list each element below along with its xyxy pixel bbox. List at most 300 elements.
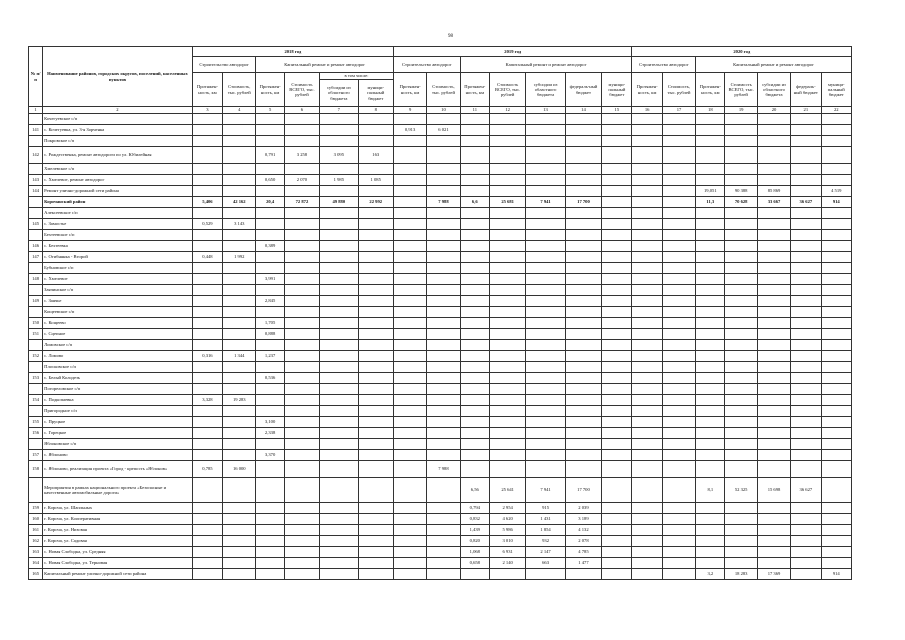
value-cell <box>223 362 256 373</box>
value-cell <box>696 461 725 478</box>
value-cell <box>358 478 393 503</box>
header-cost-total: Стоимость ВСЕГО, тыс. рублей <box>489 73 525 107</box>
value-cell <box>662 175 695 186</box>
value-cell <box>725 461 757 478</box>
value-cell <box>320 318 358 329</box>
row-number: 158 <box>29 461 43 478</box>
value-cell: 0,389 <box>256 241 284 252</box>
value-cell <box>565 125 601 136</box>
value-cell <box>725 296 757 307</box>
value-cell <box>192 285 222 296</box>
value-cell <box>284 230 319 241</box>
value-cell: 0,536 <box>256 373 284 384</box>
value-cell <box>662 208 695 219</box>
value-cell <box>602 439 632 450</box>
table-row <box>29 558 852 569</box>
value-cell <box>192 186 222 197</box>
value-cell <box>427 351 460 362</box>
value-cell <box>256 558 284 569</box>
value-cell <box>320 547 358 558</box>
value-cell <box>632 230 662 241</box>
value-cell <box>358 125 393 136</box>
value-cell <box>757 241 790 252</box>
header-year-2019: 2019 год <box>393 47 632 57</box>
value-cell <box>696 428 725 439</box>
value-cell <box>662 558 695 569</box>
value-cell <box>696 219 725 230</box>
value-cell <box>358 219 393 230</box>
value-cell <box>223 478 256 503</box>
value-cell <box>460 340 489 351</box>
value-cell <box>223 514 256 525</box>
value-cell <box>460 461 489 478</box>
value-cell <box>256 263 284 274</box>
value-cell <box>821 263 851 274</box>
value-cell <box>632 395 662 406</box>
value-cell <box>427 296 460 307</box>
value-cell <box>284 395 319 406</box>
column-index-cell: 9 <box>393 107 426 114</box>
value-cell: 4 519 <box>821 186 851 197</box>
row-number <box>29 384 43 395</box>
section-row <box>29 263 852 274</box>
value-cell <box>725 351 757 362</box>
row-name: Заячинское с/п <box>43 285 193 296</box>
value-cell <box>791 503 821 514</box>
value-cell <box>427 373 460 384</box>
value-cell <box>725 536 757 547</box>
value-cell <box>632 296 662 307</box>
table-row <box>29 395 852 406</box>
table-row <box>29 461 852 478</box>
value-cell <box>632 252 662 263</box>
value-cell: 1 985 <box>320 175 358 186</box>
value-cell <box>821 373 851 384</box>
row-number <box>29 362 43 373</box>
table-row <box>29 329 852 340</box>
value-cell <box>358 417 393 428</box>
value-cell <box>284 536 319 547</box>
value-cell <box>791 384 821 395</box>
value-cell: 2 140 <box>489 558 525 569</box>
value-cell: 1,705 <box>256 318 284 329</box>
value-cell <box>565 147 601 164</box>
value-cell <box>460 329 489 340</box>
value-cell <box>632 114 662 125</box>
column-index-cell: 1 <box>29 107 43 114</box>
value-cell <box>256 547 284 558</box>
row-number <box>29 439 43 450</box>
value-cell <box>526 274 565 285</box>
value-cell: 2,338 <box>256 428 284 439</box>
value-cell <box>632 274 662 285</box>
value-cell <box>223 164 256 175</box>
value-cell <box>791 373 821 384</box>
value-cell <box>192 263 222 274</box>
row-number: 163 <box>29 547 43 558</box>
value-cell <box>821 136 851 147</box>
value-cell <box>791 147 821 164</box>
value-cell <box>192 547 222 558</box>
value-cell <box>358 274 393 285</box>
value-cell <box>725 175 757 186</box>
value-cell <box>256 536 284 547</box>
header-repair-2020: Капитальный ремонт и ремонт автодорог <box>696 57 852 73</box>
value-cell <box>821 230 851 241</box>
row-name: Кочегуевское с/п <box>43 114 193 125</box>
value-cell <box>489 318 525 329</box>
value-cell <box>460 406 489 417</box>
value-cell <box>662 147 695 164</box>
value-cell <box>358 384 393 395</box>
value-cell <box>320 503 358 514</box>
value-cell <box>821 514 851 525</box>
page-number: 98 <box>448 34 453 39</box>
value-cell <box>489 274 525 285</box>
row-number: 157 <box>29 450 43 461</box>
column-index-cell: 8 <box>358 107 393 114</box>
value-cell <box>632 285 662 296</box>
value-cell <box>460 362 489 373</box>
value-cell <box>696 318 725 329</box>
value-cell <box>489 417 525 428</box>
value-cell <box>358 406 393 417</box>
column-index-cell: 17 <box>662 107 695 114</box>
value-cell <box>460 417 489 428</box>
value-cell <box>662 461 695 478</box>
value-cell <box>192 329 222 340</box>
header-municipal: муници-пальный бюджет <box>602 73 632 107</box>
value-cell <box>393 136 426 147</box>
value-cell <box>602 525 632 536</box>
value-cell <box>696 340 725 351</box>
value-cell <box>427 164 460 175</box>
value-cell <box>602 558 632 569</box>
value-cell <box>256 230 284 241</box>
value-cell <box>565 208 601 219</box>
value-cell <box>460 285 489 296</box>
row-name: г. Короча, ул. Низовая <box>43 525 193 536</box>
value-cell <box>725 147 757 164</box>
value-cell <box>757 285 790 296</box>
value-cell <box>725 230 757 241</box>
table-row <box>29 569 852 580</box>
section-row <box>29 307 852 318</box>
value-cell <box>791 296 821 307</box>
value-cell <box>757 136 790 147</box>
value-cell: 4 132 <box>565 525 601 536</box>
value-cell <box>192 558 222 569</box>
value-cell <box>192 373 222 384</box>
header-length: Протяжен-ность, км <box>460 73 489 107</box>
value-cell <box>393 439 426 450</box>
value-cell <box>662 186 695 197</box>
value-cell: 0,888 <box>256 329 284 340</box>
value-cell <box>284 307 319 318</box>
row-number <box>29 164 43 175</box>
value-cell <box>602 514 632 525</box>
value-cell <box>489 307 525 318</box>
value-cell <box>393 252 426 263</box>
value-cell <box>696 547 725 558</box>
column-index-row <box>29 107 852 114</box>
value-cell: 8,1 <box>696 478 725 503</box>
value-cell <box>791 461 821 478</box>
value-cell <box>791 351 821 362</box>
value-cell <box>791 208 821 219</box>
row-number: 156 <box>29 428 43 439</box>
value-cell <box>256 406 284 417</box>
value-cell <box>632 406 662 417</box>
column-index-cell: 18 <box>696 107 725 114</box>
value-cell <box>696 285 725 296</box>
header-cost: Стоимость, тыс. рублей <box>662 73 695 107</box>
value-cell <box>489 114 525 125</box>
header-length: Протяжен-ность, км <box>632 73 662 107</box>
value-cell <box>632 175 662 186</box>
value-cell <box>393 461 426 478</box>
value-cell <box>256 186 284 197</box>
row-name: Корочанский район <box>43 197 193 208</box>
value-cell <box>725 136 757 147</box>
value-cell <box>696 164 725 175</box>
value-cell <box>757 274 790 285</box>
value-cell <box>427 175 460 186</box>
value-cell <box>696 536 725 547</box>
value-cell <box>223 296 256 307</box>
value-cell <box>460 318 489 329</box>
value-cell <box>427 478 460 503</box>
value-cell <box>757 219 790 230</box>
value-cell <box>757 318 790 329</box>
value-cell <box>256 362 284 373</box>
value-cell <box>757 525 790 536</box>
value-cell: 25 641 <box>489 478 525 503</box>
value-cell <box>393 219 426 230</box>
value-cell <box>427 208 460 219</box>
value-cell <box>192 503 222 514</box>
value-cell <box>284 439 319 450</box>
value-cell <box>284 450 319 461</box>
value-cell <box>662 219 695 230</box>
value-cell <box>256 125 284 136</box>
column-index-cell: 22 <box>821 107 851 114</box>
value-cell <box>427 307 460 318</box>
value-cell <box>725 285 757 296</box>
value-cell <box>662 351 695 362</box>
value-cell <box>393 274 426 285</box>
row-number: 151 <box>29 329 43 340</box>
value-cell <box>192 208 222 219</box>
value-cell <box>489 569 525 580</box>
value-cell <box>565 362 601 373</box>
value-cell <box>489 208 525 219</box>
row-name: с. Подкопаевка <box>43 395 193 406</box>
value-cell <box>256 208 284 219</box>
value-cell <box>821 478 851 503</box>
value-cell: 3 143 <box>223 219 256 230</box>
value-cell <box>821 417 851 428</box>
row-name: с. Замостье <box>43 219 193 230</box>
value-cell <box>284 461 319 478</box>
value-cell <box>602 263 632 274</box>
value-cell <box>565 274 601 285</box>
value-cell: 1 854 <box>526 525 565 536</box>
value-cell <box>489 164 525 175</box>
row-number: 162 <box>29 536 43 547</box>
value-cell <box>223 417 256 428</box>
value-cell: 3 010 <box>489 536 525 547</box>
value-cell <box>223 503 256 514</box>
value-cell <box>393 230 426 241</box>
row-number: 147 <box>29 252 43 263</box>
value-cell <box>821 285 851 296</box>
value-cell <box>427 428 460 439</box>
value-cell <box>696 274 725 285</box>
value-cell <box>284 274 319 285</box>
district-total-row <box>29 197 852 208</box>
value-cell <box>662 395 695 406</box>
value-cell <box>284 125 319 136</box>
value-cell <box>427 558 460 569</box>
value-cell <box>427 503 460 514</box>
value-cell: 7 941 <box>526 197 565 208</box>
value-cell <box>358 285 393 296</box>
row-name: с. Хмелевое <box>43 274 193 285</box>
value-cell <box>320 296 358 307</box>
value-cell <box>256 252 284 263</box>
value-cell <box>358 461 393 478</box>
value-cell <box>565 285 601 296</box>
report-table-sheet <box>28 46 852 580</box>
value-cell <box>526 569 565 580</box>
row-name: с. Огибнянка - Второй <box>43 252 193 263</box>
value-cell <box>393 208 426 219</box>
value-cell <box>602 351 632 362</box>
value-cell <box>791 406 821 417</box>
value-cell <box>725 514 757 525</box>
value-cell: 163 <box>358 147 393 164</box>
value-cell <box>602 274 632 285</box>
row-number: 149 <box>29 296 43 307</box>
road-works-table <box>28 46 852 580</box>
value-cell <box>791 307 821 318</box>
value-cell <box>192 340 222 351</box>
value-cell <box>223 558 256 569</box>
value-cell <box>662 136 695 147</box>
value-cell <box>393 514 426 525</box>
value-cell <box>725 164 757 175</box>
value-cell <box>489 428 525 439</box>
value-cell: 2,845 <box>256 296 284 307</box>
value-cell <box>757 263 790 274</box>
value-cell: 2 954 <box>489 503 525 514</box>
value-cell <box>791 318 821 329</box>
value-cell <box>725 263 757 274</box>
value-cell <box>393 197 426 208</box>
value-cell <box>223 384 256 395</box>
section-row <box>29 114 852 125</box>
value-cell <box>223 136 256 147</box>
value-cell <box>696 384 725 395</box>
value-cell <box>192 514 222 525</box>
value-cell <box>565 175 601 186</box>
value-cell <box>427 219 460 230</box>
value-cell <box>791 450 821 461</box>
value-cell <box>602 373 632 384</box>
value-cell <box>526 175 565 186</box>
value-cell <box>320 351 358 362</box>
value-cell: 0,529 <box>192 219 222 230</box>
value-cell <box>460 351 489 362</box>
table-row <box>29 450 852 461</box>
value-cell <box>358 208 393 219</box>
value-cell <box>192 147 222 164</box>
value-cell <box>358 252 393 263</box>
value-cell <box>602 208 632 219</box>
value-cell <box>460 274 489 285</box>
value-cell: 19,051 <box>696 186 725 197</box>
value-cell: 6 931 <box>489 547 525 558</box>
value-cell <box>526 439 565 450</box>
table-row <box>29 514 852 525</box>
row-number <box>29 208 43 219</box>
value-cell: 3,991 <box>256 274 284 285</box>
value-cell <box>632 318 662 329</box>
value-cell <box>427 241 460 252</box>
value-cell <box>320 125 358 136</box>
table-row <box>29 296 852 307</box>
value-cell <box>489 406 525 417</box>
value-cell <box>489 219 525 230</box>
value-cell <box>602 428 632 439</box>
value-cell <box>223 373 256 384</box>
value-cell <box>460 373 489 384</box>
section-row <box>29 439 852 450</box>
value-cell <box>662 569 695 580</box>
value-cell <box>757 406 790 417</box>
value-cell <box>223 208 256 219</box>
value-cell <box>460 263 489 274</box>
value-cell <box>192 569 222 580</box>
value-cell: 3,370 <box>256 450 284 461</box>
value-cell <box>757 428 790 439</box>
value-cell: 914 <box>821 197 851 208</box>
value-cell <box>320 230 358 241</box>
header-construction-2019: Строительство автодорог <box>393 57 460 73</box>
value-cell <box>602 384 632 395</box>
value-cell <box>526 147 565 164</box>
value-cell: 1 992 <box>223 252 256 263</box>
value-cell <box>632 547 662 558</box>
value-cell: 5 986 <box>489 525 525 536</box>
table-row <box>29 186 852 197</box>
value-cell <box>821 406 851 417</box>
row-number: 165 <box>29 569 43 580</box>
value-cell <box>427 406 460 417</box>
header-including: в том числе: <box>320 73 394 80</box>
value-cell <box>256 439 284 450</box>
value-cell <box>192 175 222 186</box>
value-cell <box>489 125 525 136</box>
value-cell <box>489 186 525 197</box>
value-cell <box>602 362 632 373</box>
value-cell <box>791 569 821 580</box>
value-cell <box>526 406 565 417</box>
value-cell <box>284 263 319 274</box>
value-cell <box>821 547 851 558</box>
value-cell <box>725 439 757 450</box>
